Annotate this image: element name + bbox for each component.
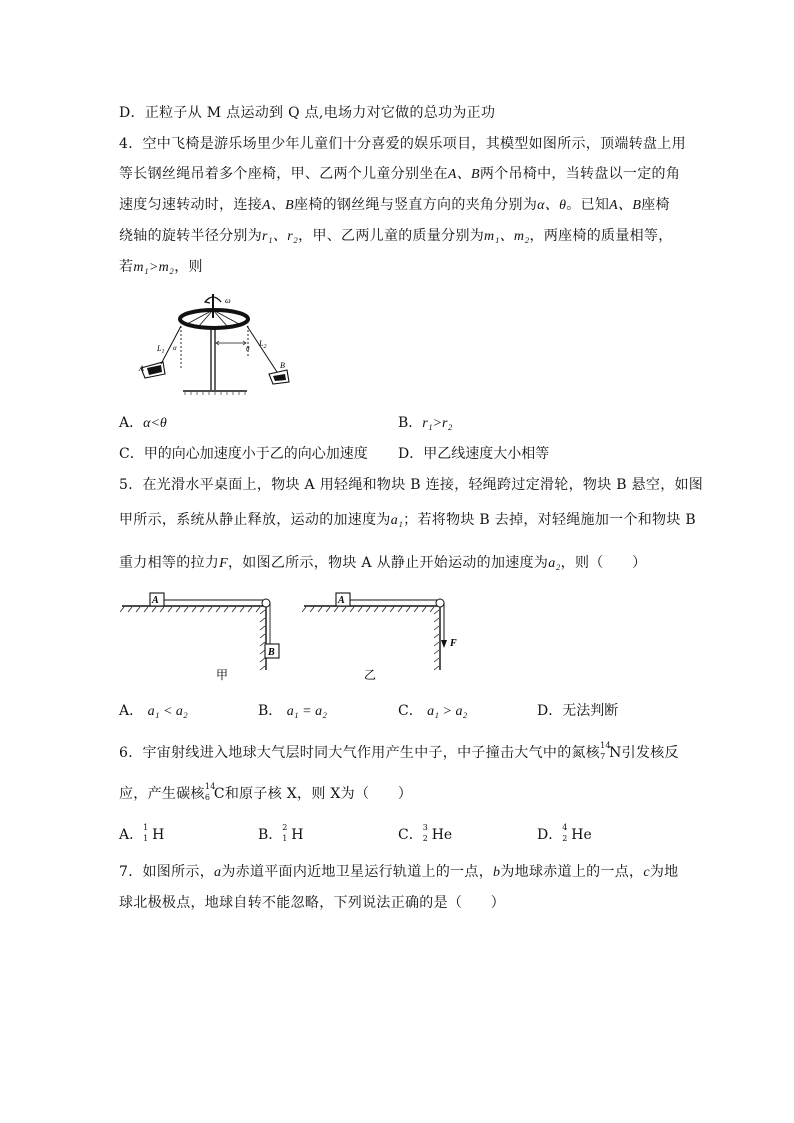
q5-line-3: 重力相等的拉力F，如图乙所示，物块 A 从静止开始运动的加速度为a₂，则（ ）	[119, 555, 647, 571]
omega-label: ω	[225, 296, 231, 305]
q6-option-d: D． 4 2 He	[537, 823, 592, 843]
L1-label: $L_1$	[157, 344, 165, 355]
q6-line-1: 6．宇宙射线进入地球大气层时同大气作用产生中子，中子撞击大气中的氮核 14 7 N引发核反	[119, 741, 679, 761]
q4-option-a: A．α<θ	[119, 415, 167, 431]
q4-line-1: 4．空中飞椅是游乐场里少年儿童们十分喜爱的娱乐项目，其模型如图所示，顶端转盘上用	[119, 136, 686, 152]
q4-line-3: 速度匀速转动时，连接A、B座椅的钢丝绳与竖直方向的夹角分别为α、θ。已知A、B座椅	[119, 197, 670, 213]
pulley-yi	[436, 599, 444, 607]
svg-text:B: B	[268, 647, 275, 658]
q7-line-2: 球北极极点，地球自转不能忽略，下列说法正确的是（ ）	[119, 895, 506, 911]
q7-line-1: 7．如图所示，a为赤道平面内近地卫星运行轨道上的一点，b为地球赤道上的一点，c为地	[119, 864, 679, 880]
q5-option-c: C． a₁ > a₂	[398, 703, 468, 719]
q6-line-2: 应，产生碳核 14 6 C和原子核 X，则 X为（ ）	[119, 782, 413, 802]
L2-label: $L_2$	[259, 339, 267, 350]
pulley-jia	[262, 599, 270, 607]
pulley-figure-yi	[302, 590, 472, 685]
label-yi: 乙	[364, 668, 377, 682]
alpha-label: α	[173, 344, 177, 352]
theta-label: θ	[246, 345, 250, 353]
q4-option-c: C．甲的向心加速度小于乙的向心加速度	[119, 446, 368, 462]
force-label: F	[450, 638, 457, 649]
q4-line-4: 绕轴的旋转半径分别为r₁、r₂，甲、乙两儿童的质量分别为m₁、m₂，两座椅的质量相等，	[119, 228, 673, 244]
q5-option-b: B． a₁ = a₂	[258, 703, 327, 719]
q4-option-b: B．r₁>r₂	[398, 415, 453, 431]
flying-chair-figure	[135, 288, 310, 403]
chair-b-label: B	[280, 361, 285, 370]
label-jia: 甲	[216, 668, 229, 682]
q3-option-d: D．正粒子从 M 点运动到 Q 点,电场力对它做的总功为正功	[119, 105, 496, 121]
q5-option-d: D．无法判断	[537, 703, 619, 719]
q5-line-2: 甲所示，系统从静止释放，运动的加速度为a₁；若将物块 B 去掉，对轻绳施加一个和物块 B	[119, 512, 696, 528]
pulley-figure-jia	[120, 590, 290, 685]
svg-text:A: A	[338, 595, 345, 606]
q4-line-2: 等长钢丝绳吊着多个座椅，甲、乙两个儿童分别坐在A、B两个吊椅中，当转盘以一定的角	[119, 166, 681, 182]
q5-line-1: 5．在光滑水平桌面上，物块 A 用轻绳和物块 B 连接，轻绳跨过定滑轮，物块 B 悬空，如图	[119, 477, 704, 493]
svg-text:A: A	[152, 595, 159, 606]
q6-option-a: A． 1 1 H	[119, 823, 165, 843]
q6-option-c: C． 3 2 He	[398, 823, 453, 843]
q4-line-5: 若m₁>m₂，则	[119, 259, 203, 275]
q6-option-b: B． 2 1 H	[258, 823, 304, 843]
q4-option-d: D．甲乙线速度大小相等	[398, 446, 550, 462]
chair-a-label: A	[139, 364, 144, 373]
q5-option-a: A． a₁ < a₂	[119, 703, 188, 719]
